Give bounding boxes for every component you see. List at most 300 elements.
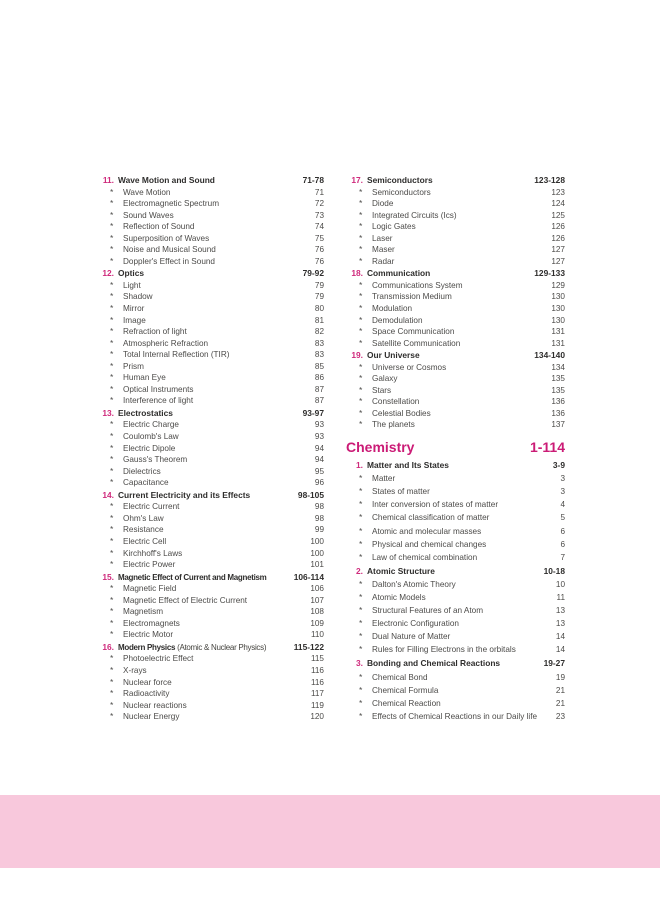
- item-page-number: 23: [555, 711, 565, 721]
- item-page-number: 4: [560, 500, 565, 510]
- chapter-entry: [97, 268, 324, 280]
- item-label: X-rays: [123, 665, 147, 675]
- toc-item: [346, 373, 565, 385]
- toc-item: [346, 326, 565, 338]
- chapter-block: [346, 268, 565, 349]
- chapter-page-range: 10-18: [543, 565, 565, 576]
- chapter-title: Magnetic Effect of Current and Magnetism: [118, 572, 267, 582]
- item-page-number: 81: [314, 315, 324, 325]
- toc-item: [97, 501, 324, 513]
- item-label: Modulation: [372, 304, 413, 314]
- item-page-number: 83: [314, 350, 324, 360]
- item-label: Communications System: [372, 280, 463, 290]
- toc-item: [346, 280, 565, 292]
- bullet-icon: *: [110, 629, 114, 640]
- item-page-number: 123: [551, 187, 565, 197]
- bullet-icon: *: [110, 594, 114, 605]
- bullet-icon: *: [110, 209, 114, 220]
- toc-item: [97, 315, 324, 327]
- item-page-number: 107: [310, 595, 324, 605]
- item-label: Constellation: [372, 397, 420, 407]
- chapter-page-range: 71-78: [302, 175, 324, 185]
- item-label: Rules for Filling Electrons in the orbitals: [372, 645, 516, 655]
- bullet-icon: *: [110, 653, 114, 664]
- bullet-icon: *: [110, 419, 114, 430]
- bullet-icon: *: [359, 337, 363, 348]
- item-page-number: 131: [551, 327, 565, 337]
- item-page-number: 135: [551, 385, 565, 395]
- item-label: Wave Motion: [123, 187, 171, 197]
- toc-item: [346, 538, 565, 551]
- item-page-number: 13: [555, 606, 565, 616]
- toc-item: [346, 244, 565, 256]
- bullet-icon: *: [359, 525, 363, 536]
- item-page-number: 120: [310, 712, 324, 722]
- item-label: Chemical Reaction: [372, 698, 441, 708]
- item-page-number: 3: [560, 487, 565, 497]
- item-page-number: 131: [551, 338, 565, 348]
- toc-column-left: [97, 174, 324, 723]
- toc-item: [346, 710, 565, 723]
- item-label: Inter conversion of states of matter: [372, 500, 499, 510]
- toc-item: [346, 498, 565, 511]
- chapter-page-range: 134-140: [534, 350, 565, 361]
- bullet-icon: *: [110, 186, 114, 197]
- bullet-icon: *: [110, 198, 114, 209]
- chapter-title: Atomic Structure: [367, 565, 435, 576]
- item-label: Prism: [123, 361, 144, 371]
- item-page-number: 85: [314, 361, 324, 371]
- item-label: Atmospheric Refraction: [123, 338, 209, 348]
- chapter-entry: [346, 565, 565, 578]
- toc-item: [346, 684, 565, 697]
- item-page-number: 136: [551, 397, 565, 407]
- chapter-block: [97, 408, 324, 489]
- item-page-number: 108: [310, 607, 324, 617]
- toc-item: [97, 665, 324, 677]
- toc-item: [346, 408, 565, 420]
- bullet-icon: *: [110, 559, 114, 570]
- item-label: Logic Gates: [372, 222, 416, 232]
- item-label: Noise and Musical Sound: [123, 245, 216, 255]
- bullet-icon: *: [359, 244, 363, 255]
- item-page-number: 98: [314, 502, 324, 512]
- chapter-entry: [97, 490, 324, 502]
- toc-item: [346, 485, 565, 498]
- toc-item: [97, 384, 324, 396]
- toc-item: [97, 372, 324, 384]
- item-label: Space Communication: [372, 327, 455, 337]
- bullet-icon: *: [359, 232, 363, 243]
- item-label: Sound Waves: [123, 210, 174, 220]
- bullet-icon: *: [110, 524, 114, 535]
- item-page-number: 76: [314, 256, 324, 266]
- chapter-title: Bonding and Chemical Reactions: [367, 658, 501, 669]
- chapter-block: [346, 565, 565, 657]
- item-label: Physical and chemical changes: [372, 539, 487, 549]
- item-page-number: 110: [310, 630, 324, 640]
- item-page-number: 6: [560, 526, 565, 536]
- item-page-number: 130: [551, 292, 565, 302]
- bullet-icon: *: [359, 710, 363, 721]
- item-page-number: 99: [314, 525, 324, 535]
- toc-item: [97, 280, 324, 292]
- toc-item: [97, 443, 324, 455]
- toc-item: [97, 513, 324, 525]
- chapter-block: [346, 459, 565, 564]
- chapter-number: 19.: [351, 350, 363, 361]
- item-page-number: 109: [310, 618, 324, 628]
- item-page-number: 116: [310, 665, 324, 675]
- item-page-number: 93: [314, 420, 324, 430]
- item-page-number: 137: [551, 420, 565, 430]
- item-page-number: 87: [314, 384, 324, 394]
- item-label: Matter: [372, 474, 396, 484]
- chapter-page-range: 98-105: [297, 489, 324, 500]
- chapter-block: [97, 642, 324, 723]
- toc-item: [346, 551, 565, 564]
- chapter-entry: [97, 175, 324, 187]
- item-page-number: 79: [314, 280, 324, 290]
- bullet-icon: *: [359, 486, 363, 497]
- toc-item: [346, 472, 565, 485]
- item-page-number: 76: [314, 245, 324, 255]
- toc-item: [346, 233, 565, 245]
- item-page-number: 80: [314, 304, 324, 314]
- chapter-title: Wave Motion and Sound: [118, 175, 215, 185]
- chapter-number: 2.: [356, 565, 363, 576]
- bullet-icon: *: [359, 578, 363, 589]
- item-page-number: 19: [555, 672, 565, 682]
- toc-item: [97, 291, 324, 303]
- bullet-icon: *: [359, 198, 363, 209]
- toc-item: [97, 583, 324, 595]
- item-label: Image: [123, 315, 146, 325]
- bullet-icon: *: [110, 454, 114, 465]
- toc-item: [346, 198, 565, 210]
- toc-item: [97, 536, 324, 548]
- chapter-entry: [97, 408, 324, 420]
- toc-item: [97, 454, 324, 466]
- item-label: Chemical Bond: [372, 672, 428, 682]
- item-label: Human Eye: [123, 373, 166, 383]
- chapter-entry: [346, 657, 565, 670]
- bullet-icon: *: [359, 326, 363, 337]
- chapter-page-range: 19-27: [543, 658, 565, 669]
- toc-item: [97, 361, 324, 373]
- toc-item: [97, 338, 324, 350]
- bullet-icon: *: [359, 407, 363, 418]
- toc-item: [97, 303, 324, 315]
- bullet-icon: *: [110, 221, 114, 232]
- item-label: Gauss's Theorem: [123, 455, 188, 465]
- chapter-number: 1.: [356, 460, 363, 471]
- bullet-icon: *: [110, 501, 114, 512]
- item-label: Celestial Bodies: [372, 408, 431, 418]
- chapter-block: [346, 175, 565, 267]
- chapter-number: 14.: [102, 489, 114, 500]
- chapter-title: Current Electricity and its Effects: [118, 489, 251, 500]
- pink-band: [0, 795, 660, 868]
- item-page-number: 94: [314, 443, 324, 453]
- item-label: Photoelectric Effect: [123, 654, 194, 664]
- toc-item: [346, 697, 565, 710]
- item-label: Magnetism: [123, 607, 164, 617]
- item-label: Coulomb's Law: [123, 432, 179, 442]
- toc-item: [346, 617, 565, 630]
- item-page-number: 126: [551, 222, 565, 232]
- item-label: Law of chemical combination: [372, 552, 478, 562]
- toc-item: [97, 524, 324, 536]
- item-page-number: 126: [551, 233, 565, 243]
- toc-item: [97, 198, 324, 210]
- item-label: Doppler's Effect in Sound: [123, 256, 215, 266]
- chapter-title-suffix: (Atomic & Nuclear Physics): [175, 642, 267, 652]
- toc-item: [97, 244, 324, 256]
- bullet-icon: *: [110, 349, 114, 360]
- item-label: Structural Features of an Atom: [372, 606, 484, 616]
- toc-item: [346, 338, 565, 350]
- item-page-number: 94: [314, 455, 324, 465]
- item-page-number: 119: [310, 700, 324, 710]
- chapter-number: 3.: [356, 658, 363, 669]
- chapter-title: Matter and Its States: [367, 460, 449, 471]
- item-label: Laser: [372, 233, 393, 243]
- item-label: Electric Power: [123, 560, 176, 570]
- chapter-entry: [346, 268, 565, 280]
- item-label: Radar: [372, 256, 395, 266]
- chapter-number: 15.: [102, 571, 114, 582]
- chapter-number: 12.: [102, 268, 114, 279]
- bullet-icon: *: [359, 314, 363, 325]
- item-page-number: 6: [560, 539, 565, 549]
- item-label: Dalton's Atomic Theory: [372, 579, 456, 589]
- toc-item: [97, 677, 324, 689]
- item-page-number: 21: [555, 698, 565, 708]
- item-label: Shadow: [123, 292, 153, 302]
- toc-item: [346, 385, 565, 397]
- bullet-icon: *: [359, 361, 363, 372]
- item-label: Electric Motor: [123, 630, 174, 640]
- toc-item: [97, 431, 324, 443]
- toc-item: [346, 396, 565, 408]
- bullet-icon: *: [110, 395, 114, 406]
- item-page-number: 73: [314, 210, 324, 220]
- item-page-number: 71: [314, 187, 324, 197]
- toc-item: [97, 653, 324, 665]
- item-page-number: 75: [314, 233, 324, 243]
- item-page-number: 72: [314, 199, 324, 209]
- bullet-icon: *: [359, 697, 363, 708]
- item-label: Kirchhoff's Laws: [123, 548, 183, 558]
- toc-item: [97, 688, 324, 700]
- item-label: Universe or Cosmos: [372, 362, 447, 372]
- item-label: Electric Charge: [123, 420, 179, 430]
- chapter-entry: [97, 572, 324, 584]
- toc-item: [97, 618, 324, 630]
- toc-item: [346, 630, 565, 643]
- item-page-number: 83: [314, 338, 324, 348]
- item-label: Electromagnetic Spectrum: [123, 199, 220, 209]
- toc-item: [97, 210, 324, 222]
- chapter-page-range: 79-92: [302, 268, 324, 279]
- item-label: Total Internal Reflection (TIR): [123, 350, 230, 360]
- item-label: Transmission Medium: [372, 292, 452, 302]
- chapter-block: [97, 572, 324, 641]
- item-page-number: 116: [310, 677, 324, 687]
- chapter-page-range: 129-133: [534, 268, 565, 279]
- item-label: Electric Dipole: [123, 443, 176, 453]
- item-label: Resistance: [123, 525, 164, 535]
- item-page-number: 127: [551, 256, 565, 266]
- item-label: Electromagnets: [123, 618, 180, 628]
- bullet-icon: *: [110, 606, 114, 617]
- toc-item: [346, 362, 565, 374]
- toc-item: [97, 326, 324, 338]
- item-label: Galaxy: [372, 374, 398, 384]
- toc-item: [97, 606, 324, 618]
- item-label: States of matter: [372, 487, 430, 497]
- item-page-number: 3: [560, 474, 565, 484]
- bullet-icon: *: [110, 372, 114, 383]
- chapter-block: [97, 175, 324, 267]
- bullet-icon: *: [359, 551, 363, 562]
- bullet-icon: *: [110, 431, 114, 442]
- toc-item: [97, 466, 324, 478]
- toc-item: [97, 477, 324, 489]
- item-page-number: 101: [310, 560, 324, 570]
- chapter-entry: [346, 175, 565, 187]
- bullet-icon: *: [110, 711, 114, 722]
- item-label: Electronic Configuration: [372, 619, 459, 629]
- chapter-number: 13.: [102, 407, 114, 418]
- bullet-icon: *: [359, 255, 363, 266]
- bullet-icon: *: [359, 618, 363, 629]
- toc-item: [97, 629, 324, 641]
- toc-item: [97, 187, 324, 199]
- item-page-number: 10: [555, 579, 565, 589]
- bullet-icon: *: [110, 676, 114, 687]
- item-page-number: 95: [314, 466, 324, 476]
- item-label: Stars: [372, 385, 392, 395]
- toc-item: [97, 349, 324, 361]
- item-page-number: 14: [555, 632, 565, 642]
- item-label: Superposition of Waves: [123, 233, 210, 243]
- bullet-icon: *: [359, 209, 363, 220]
- item-label: Dielectrics: [123, 466, 161, 476]
- item-page-number: 135: [551, 374, 565, 384]
- chapter-title: Electrostatics: [118, 407, 173, 418]
- item-page-number: 106: [310, 584, 324, 594]
- chapter-number: 17.: [351, 175, 363, 185]
- bullet-icon: *: [359, 221, 363, 232]
- toc-item: [97, 595, 324, 607]
- bullet-icon: *: [359, 419, 363, 430]
- bullet-icon: *: [359, 499, 363, 510]
- bullet-icon: *: [110, 535, 114, 546]
- item-page-number: 7: [560, 552, 565, 562]
- item-label: Effects of Chemical Reactions in our Daily life: [372, 711, 538, 721]
- item-label: Mirror: [123, 304, 145, 314]
- bullet-icon: *: [110, 244, 114, 255]
- bullet-icon: *: [359, 512, 363, 523]
- item-label: Demodulation: [372, 315, 423, 325]
- bullet-icon: *: [110, 326, 114, 337]
- bullet-icon: *: [110, 303, 114, 314]
- item-page-number: 96: [314, 478, 324, 488]
- item-page-number: 87: [314, 396, 324, 406]
- toc-item: [346, 578, 565, 591]
- item-page-number: 100: [310, 548, 324, 558]
- item-label: Satellite Communication: [372, 338, 461, 348]
- bullet-icon: *: [110, 442, 114, 453]
- chapter-number: 11.: [102, 175, 114, 185]
- toc-item: [346, 525, 565, 538]
- bullet-icon: *: [110, 255, 114, 266]
- item-label: Nuclear force: [123, 677, 172, 687]
- item-label: Capacitance: [123, 478, 169, 488]
- item-page-number: 130: [551, 315, 565, 325]
- chapter-title: Modern Physics (Atomic & Nuclear Physics): [118, 642, 267, 652]
- item-label: Electric Current: [123, 502, 180, 512]
- item-page-number: 124: [551, 199, 565, 209]
- item-page-number: 11: [556, 592, 565, 602]
- toc-item: [97, 559, 324, 571]
- chapter-entry: [346, 459, 565, 472]
- bullet-icon: *: [359, 303, 363, 314]
- item-label: Atomic and molecular masses: [372, 526, 482, 536]
- bullet-icon: *: [359, 631, 363, 642]
- bullet-icon: *: [110, 617, 114, 628]
- chapter-block: [97, 268, 324, 407]
- item-label: Ohm's Law: [123, 513, 164, 523]
- chapter-title: Communication: [367, 268, 431, 279]
- item-label: Nuclear reactions: [123, 700, 187, 710]
- chapter-block: [97, 490, 324, 571]
- bullet-icon: *: [110, 383, 114, 394]
- item-page-number: 115: [310, 654, 324, 664]
- item-page-number: 117: [310, 689, 324, 699]
- chapter-title: Optics: [118, 268, 145, 279]
- toc-item: [346, 511, 565, 524]
- bullet-icon: *: [359, 291, 363, 302]
- toc-item: [97, 419, 324, 431]
- item-page-number: 93: [314, 432, 324, 442]
- item-page-number: 100: [310, 536, 324, 546]
- toc-item: [97, 256, 324, 268]
- item-label: Diode: [372, 199, 394, 209]
- chapter-number: 18.: [351, 268, 363, 279]
- chapter-page-range: 106-114: [293, 571, 324, 582]
- bullet-icon: *: [359, 279, 363, 290]
- item-label: Chemical classification of matter: [372, 513, 490, 523]
- section-header: [346, 439, 565, 455]
- item-page-number: 13: [555, 619, 565, 629]
- item-label: Refraction of light: [123, 327, 187, 337]
- chapter-block: [346, 350, 565, 431]
- toc-item: [97, 233, 324, 245]
- toc-item: [346, 643, 565, 656]
- bullet-icon: *: [359, 538, 363, 549]
- chapter-entry: [97, 642, 324, 654]
- chapter-page-range: 3-9: [552, 460, 565, 471]
- bullet-icon: *: [359, 671, 363, 682]
- chapter-block: [346, 657, 565, 722]
- bullet-icon: *: [110, 547, 114, 558]
- toc-item: [346, 187, 565, 199]
- chapter-title: Our Universe: [367, 350, 420, 361]
- item-page-number: 79: [314, 292, 324, 302]
